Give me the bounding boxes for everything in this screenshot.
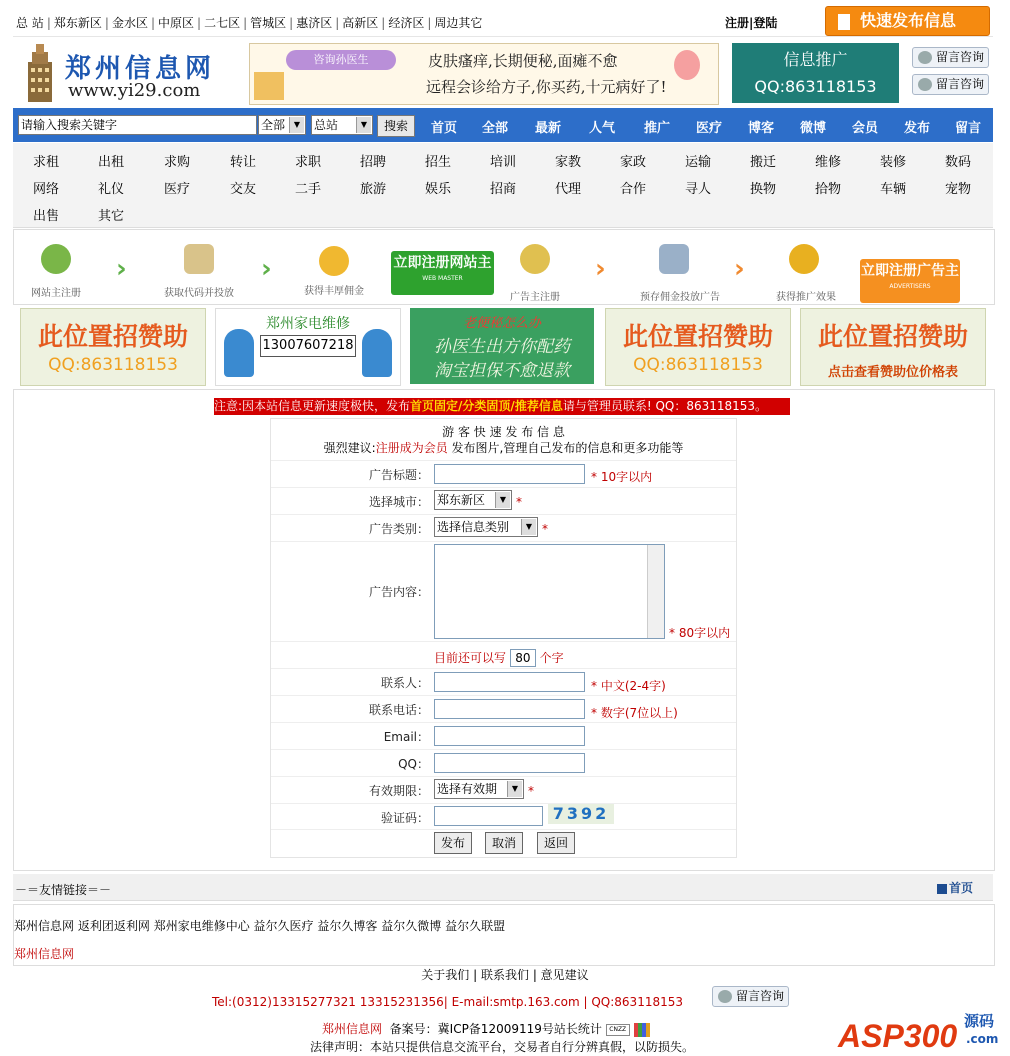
dropdown-arrow-icon: ▼ bbox=[356, 117, 371, 133]
person-icon bbox=[918, 78, 932, 91]
watermark-com: .com bbox=[966, 1032, 999, 1046]
chevron-right-icon: › bbox=[595, 254, 606, 284]
category-link[interactable]: 旅游 bbox=[360, 182, 387, 197]
friend-links bbox=[13, 874, 993, 964]
banner-line-1: 皮肤瘙痒,长期便秘,面瘫不愈 bbox=[428, 52, 618, 70]
chevron-right-icon: › bbox=[116, 254, 127, 284]
type-label: 广告类别： bbox=[368, 522, 429, 536]
chevron-right-icon: › bbox=[261, 254, 272, 284]
required-mark: * bbox=[516, 495, 522, 509]
quick-post-button[interactable] bbox=[825, 6, 990, 36]
ad-title-input[interactable] bbox=[434, 464, 585, 484]
friend-links-list bbox=[14, 917, 505, 934]
area-link-huiji[interactable]: 惠济区 bbox=[296, 16, 333, 30]
doctor-ad-line-2: 孙医生出方你配药 bbox=[434, 337, 570, 357]
contact-hint: * 中文(2-4字) bbox=[591, 679, 666, 693]
category-link[interactable]: 转让 bbox=[230, 155, 257, 170]
scrollbar[interactable] bbox=[647, 545, 664, 638]
footer-site-link[interactable]: 郑州信息网 bbox=[322, 1022, 383, 1036]
category-link[interactable]: 培训 bbox=[490, 155, 517, 170]
register-advertiser-label: 立即注册广告主 bbox=[861, 263, 959, 279]
message-button-1[interactable] bbox=[912, 47, 989, 68]
step-label: 获取代码并投放 bbox=[164, 288, 234, 299]
scope-select-value: 全部 bbox=[261, 118, 286, 132]
logo-url: www.yi29.com bbox=[68, 80, 201, 101]
expire-label: 有效期限： bbox=[368, 784, 429, 798]
area-link-gaoxin[interactable]: 高新区 bbox=[342, 16, 379, 30]
asp300-watermark bbox=[838, 1006, 1003, 1052]
category-link[interactable]: 车辆 bbox=[880, 182, 907, 197]
nav-home[interactable]: 首页 bbox=[431, 121, 458, 136]
ad-title-hint: * 10字以内 bbox=[591, 470, 653, 484]
registration-steps bbox=[13, 229, 995, 305]
register-member-link[interactable]: 注册成为会员 bbox=[375, 441, 448, 455]
submit-button[interactable]: 发布 bbox=[434, 832, 472, 854]
city-label: 选择城市： bbox=[368, 495, 429, 509]
coins-icon bbox=[319, 246, 349, 276]
dropdown-arrow-icon: ▼ bbox=[507, 781, 522, 797]
ad-title-label: 广告标题： bbox=[368, 468, 429, 482]
category-link[interactable]: 搬迁 bbox=[750, 155, 777, 170]
step-label: 获得推广效果 bbox=[776, 292, 836, 303]
footer-legal: 法律声明：本站只提供信息交流平台，交易者自行分辨真假，以防损失。 bbox=[310, 1040, 695, 1054]
footer-message-button[interactable] bbox=[712, 986, 789, 1007]
footer-links: 关于我们 | 联系我们 | 意见建议 bbox=[421, 968, 589, 982]
repair-ad[interactable] bbox=[215, 308, 401, 386]
area-link-jingji[interactable]: 经济区 bbox=[388, 16, 425, 30]
nav-medical[interactable]: 医疗 bbox=[696, 121, 723, 136]
friend-link[interactable]: 益尔久联盟 bbox=[445, 919, 506, 933]
friend-link[interactable]: 益尔久微博 bbox=[381, 919, 442, 933]
type-select[interactable] bbox=[434, 517, 538, 537]
sponsor-ad-qq: QQ:863118153 bbox=[633, 355, 763, 375]
guest-post-form bbox=[270, 418, 737, 858]
category-grid bbox=[13, 143, 993, 228]
message-button-2[interactable] bbox=[912, 74, 989, 95]
category-link[interactable]: 礼仪 bbox=[98, 182, 125, 197]
area-link-jinshui[interactable]: 金水区 bbox=[111, 16, 148, 30]
sponsor-ad-qq: QQ:863118153 bbox=[48, 355, 178, 375]
category-link[interactable]: 求购 bbox=[164, 155, 191, 170]
feedback-link[interactable]: 意见建议 bbox=[540, 968, 589, 982]
step-label: 网站主注册 bbox=[31, 288, 81, 299]
notice-highlight: 首页固定/分类固顶/推荐信息 bbox=[410, 399, 563, 413]
category-link[interactable]: 家教 bbox=[555, 155, 582, 170]
users-icon bbox=[41, 244, 71, 274]
cnzz-icon[interactable]: CNZZ bbox=[606, 1024, 630, 1036]
captcha-label: 验证码： bbox=[380, 811, 429, 825]
message-button-label: 留言咨询 bbox=[736, 989, 785, 1003]
friend-link[interactable]: 郑州家电维修中心 bbox=[153, 919, 250, 933]
main-nav bbox=[13, 108, 993, 142]
captcha-image[interactable]: 7392 bbox=[548, 804, 614, 824]
home-icon bbox=[937, 884, 947, 894]
site-select-value: 总站 bbox=[314, 118, 339, 132]
friend-links-title: －＝友情链接＝－ bbox=[15, 883, 112, 897]
nav-all[interactable]: 全部 bbox=[482, 121, 509, 136]
repair-ad-title: 郑州家电维修 bbox=[266, 316, 350, 332]
email-input[interactable] bbox=[434, 726, 585, 746]
step-label: 预存佣金投放广告 bbox=[640, 292, 720, 303]
contact-label: 联系人： bbox=[380, 676, 429, 690]
phone-label: 联系电话： bbox=[368, 703, 429, 717]
register-link[interactable]: 注册 bbox=[725, 16, 750, 30]
sponsor-ad-title: 此位置招赞助 bbox=[37, 322, 188, 351]
step-label: 广告主注册 bbox=[510, 292, 560, 303]
footer-icp bbox=[322, 1020, 650, 1037]
remaining-chars bbox=[434, 649, 564, 667]
category-link[interactable]: 娱乐 bbox=[425, 182, 452, 197]
area-links: 总 站 | 郑东新区 | 金水区 | 中原区 | 二七区 | 管城区 | 惠济区 | 高新区 | 经济区 | 周边其它 bbox=[16, 16, 483, 30]
expire-select[interactable] bbox=[434, 779, 524, 799]
category-link[interactable]: 合作 bbox=[620, 182, 647, 197]
captcha-input[interactable] bbox=[434, 806, 543, 826]
site-select[interactable] bbox=[311, 115, 373, 135]
icp-text: 备案号：冀ICP备12009119号站长统计 bbox=[389, 1022, 602, 1036]
message-button-label: 留言咨询 bbox=[936, 77, 985, 91]
area-link-other[interactable]: 周边其它 bbox=[434, 16, 483, 30]
watermark-text: ASP300 bbox=[838, 1018, 958, 1054]
phone-hint: * 数字(7位以上) bbox=[591, 706, 678, 720]
house-icon bbox=[254, 72, 284, 100]
site-logo[interactable] bbox=[20, 44, 225, 104]
register-advertiser-sub: ADVERTISERS bbox=[889, 283, 931, 290]
content-label: 广告内容： bbox=[368, 585, 429, 599]
area-link-erqi[interactable]: 二七区 bbox=[204, 16, 241, 30]
tower-icon bbox=[22, 44, 58, 102]
suggestion-text: 发布图片,管理自己发布的信息和更多功能等 bbox=[451, 441, 684, 455]
required-mark: * bbox=[528, 784, 534, 798]
category-link[interactable]: 交友 bbox=[230, 182, 257, 197]
figure-icon bbox=[362, 329, 392, 377]
doctor-ad-line-3: 淘宝担保不愈退款 bbox=[434, 361, 570, 381]
register-webmaster-label: 立即注册网站主 bbox=[393, 255, 492, 271]
remaining-prefix: 目前还可以写 bbox=[434, 651, 507, 665]
footer-contact: Tel:(0312)13315277321 13315231356| E-mail:smtp.163.com | QQ:863118153 bbox=[212, 995, 683, 1009]
category-link[interactable]: 家政 bbox=[620, 155, 647, 170]
back-button[interactable]: 返回 bbox=[537, 832, 575, 854]
calculator-icon bbox=[659, 244, 689, 274]
home-link[interactable] bbox=[937, 879, 973, 896]
area-link-guancheng[interactable]: 管城区 bbox=[250, 16, 287, 30]
category-link[interactable]: 拾物 bbox=[815, 182, 842, 197]
friend-links-body bbox=[13, 904, 995, 966]
category-link[interactable]: 招商 bbox=[490, 182, 517, 197]
nav-blog[interactable]: 博客 bbox=[748, 121, 775, 136]
sponsor-ad-1[interactable] bbox=[20, 308, 206, 386]
area-link-all[interactable]: 总 站 bbox=[16, 16, 44, 30]
category-link[interactable]: 换物 bbox=[750, 182, 777, 197]
qq-label: QQ： bbox=[398, 757, 429, 771]
medal-icon bbox=[789, 244, 819, 274]
repair-ad-phone: 13007607218 bbox=[260, 335, 356, 357]
suggestion-prefix: 强烈建议: bbox=[323, 441, 376, 455]
nav-popular[interactable]: 人气 bbox=[589, 121, 616, 136]
search-input[interactable]: 请输入搜索关键字 bbox=[18, 115, 257, 135]
scope-select[interactable] bbox=[258, 115, 306, 135]
banner-tag: 咨询孙医生 bbox=[286, 50, 396, 70]
document-icon bbox=[838, 14, 850, 30]
type-select-value: 选择信息类别 bbox=[437, 520, 510, 534]
message-button-label: 留言咨询 bbox=[936, 50, 985, 64]
category-link[interactable]: 其它 bbox=[98, 209, 125, 224]
area-link-zhongyuan[interactable]: 中原区 bbox=[158, 16, 195, 30]
about-link[interactable]: 关于我们 bbox=[421, 968, 470, 982]
advertiser-icon bbox=[520, 244, 550, 274]
top-bar bbox=[13, 6, 993, 37]
nav-message[interactable]: 留言 bbox=[955, 121, 982, 136]
nav-member[interactable]: 会员 bbox=[852, 121, 879, 136]
register-webmaster-sub: WEB MASTER bbox=[422, 275, 463, 282]
category-link[interactable]: 出售 bbox=[33, 209, 60, 224]
person-icon bbox=[918, 51, 932, 64]
friend-link[interactable]: 益尔久博客 bbox=[317, 919, 378, 933]
form-suggestion bbox=[271, 439, 736, 456]
friend-links-bar bbox=[13, 874, 993, 901]
top-banner-ad[interactable] bbox=[249, 43, 719, 105]
area-link-zhengdong[interactable]: 郑东新区 bbox=[53, 16, 102, 30]
category-link[interactable]: 装修 bbox=[880, 155, 907, 170]
auth-links: 注册|登陆 bbox=[725, 16, 778, 30]
expire-select-value: 选择有效期 bbox=[437, 782, 498, 796]
balloon-icon bbox=[674, 50, 700, 80]
doctor-ad-line-1: 老便秘怎么办 bbox=[462, 316, 541, 331]
email-label: Email： bbox=[383, 730, 429, 744]
category-link[interactable]: 出租 bbox=[98, 155, 125, 170]
figure-icon bbox=[224, 329, 254, 377]
promo-title: 信息推广 bbox=[783, 50, 848, 69]
friend-link-red[interactable]: 郑州信息网 bbox=[14, 947, 75, 961]
sponsor-ad-title: 此位置招赞助 bbox=[622, 322, 773, 351]
banner-line-2: 远程会诊给方子,你买药,十元病好了! bbox=[426, 78, 667, 96]
category-link[interactable]: 维修 bbox=[815, 155, 842, 170]
logo-title: 郑州信息网 bbox=[65, 54, 216, 84]
clock-icon bbox=[184, 244, 214, 274]
category-link[interactable]: 医疗 bbox=[164, 182, 191, 197]
category-link[interactable]: 代理 bbox=[555, 182, 582, 197]
dropdown-arrow-icon: ▼ bbox=[289, 117, 304, 133]
dropdown-arrow-icon: ▼ bbox=[495, 492, 510, 508]
nav-latest[interactable]: 最新 bbox=[535, 121, 562, 136]
qq-input[interactable] bbox=[434, 753, 585, 773]
watermark-sub: 源码 bbox=[964, 1012, 995, 1030]
dropdown-arrow-icon: ▼ bbox=[521, 519, 536, 535]
contact-input[interactable] bbox=[434, 672, 585, 692]
category-link[interactable]: 网络 bbox=[33, 182, 60, 197]
promo-qq: QQ:863118153 bbox=[754, 77, 877, 96]
friend-link[interactable]: 益尔久医疗 bbox=[253, 919, 314, 933]
sponsor-price-link: 点击查看赞助位价格表 bbox=[827, 365, 958, 380]
doctor-ad[interactable] bbox=[410, 308, 594, 384]
friend-link[interactable]: 返利团返利网 bbox=[77, 919, 150, 933]
notice-contact: 请与管理员联系! QQ：863118153。 bbox=[562, 399, 768, 413]
category-link[interactable]: 求职 bbox=[295, 155, 322, 170]
friend-link[interactable]: 郑州信息网 bbox=[14, 919, 75, 933]
login-link[interactable]: 登陆 bbox=[753, 16, 778, 30]
category-link[interactable]: 二手 bbox=[295, 182, 322, 197]
category-link[interactable]: 寻人 bbox=[685, 182, 712, 197]
notice-text: 注意:因本站信息更新速度极快，发布 bbox=[214, 399, 411, 413]
sponsor-ad-2[interactable] bbox=[605, 308, 791, 386]
remaining-suffix: 个字 bbox=[539, 651, 564, 665]
required-mark: * bbox=[542, 522, 548, 536]
content-textarea[interactable] bbox=[434, 544, 665, 639]
contact-link[interactable]: 联系我们 bbox=[480, 968, 529, 982]
promo-box[interactable] bbox=[732, 43, 899, 103]
notice-bar bbox=[214, 398, 790, 415]
nav-promote[interactable]: 推广 bbox=[644, 121, 671, 136]
remaining-count: 80 bbox=[510, 649, 536, 667]
cancel-button[interactable]: 取消 bbox=[485, 832, 523, 854]
step-label: 获得丰厚佣金 bbox=[304, 286, 364, 297]
sponsor-ad-3[interactable] bbox=[800, 308, 986, 386]
category-link[interactable]: 运输 bbox=[685, 155, 712, 170]
home-link-label: 首页 bbox=[949, 881, 974, 895]
category-link[interactable]: 宠物 bbox=[945, 182, 972, 197]
register-advertiser-button[interactable] bbox=[860, 259, 960, 303]
chevron-right-icon: › bbox=[734, 254, 745, 284]
register-webmaster-button[interactable] bbox=[391, 251, 494, 295]
category-link[interactable]: 求租 bbox=[33, 155, 60, 170]
form-title: 游 客 快 速 发 布 信 息 bbox=[442, 425, 565, 439]
search-button[interactable]: 搜索 bbox=[377, 115, 415, 137]
category-link[interactable]: 招生 bbox=[425, 155, 452, 170]
category-link[interactable]: 数码 bbox=[945, 155, 972, 170]
sponsor-ad-title: 此位置招赞助 bbox=[817, 322, 968, 351]
category-link[interactable]: 招聘 bbox=[360, 155, 387, 170]
person-icon bbox=[718, 990, 732, 1003]
quick-post-label: 快速发布信息 bbox=[860, 11, 957, 30]
nav-weibo[interactable]: 微博 bbox=[800, 121, 827, 136]
city-select[interactable] bbox=[434, 490, 512, 510]
phone-input[interactable] bbox=[434, 699, 585, 719]
stats-chart-icon[interactable] bbox=[634, 1023, 650, 1037]
city-select-value: 郑东新区 bbox=[437, 493, 486, 507]
nav-post[interactable]: 发布 bbox=[904, 121, 931, 136]
content-hint: * 80字以内 bbox=[669, 626, 731, 640]
